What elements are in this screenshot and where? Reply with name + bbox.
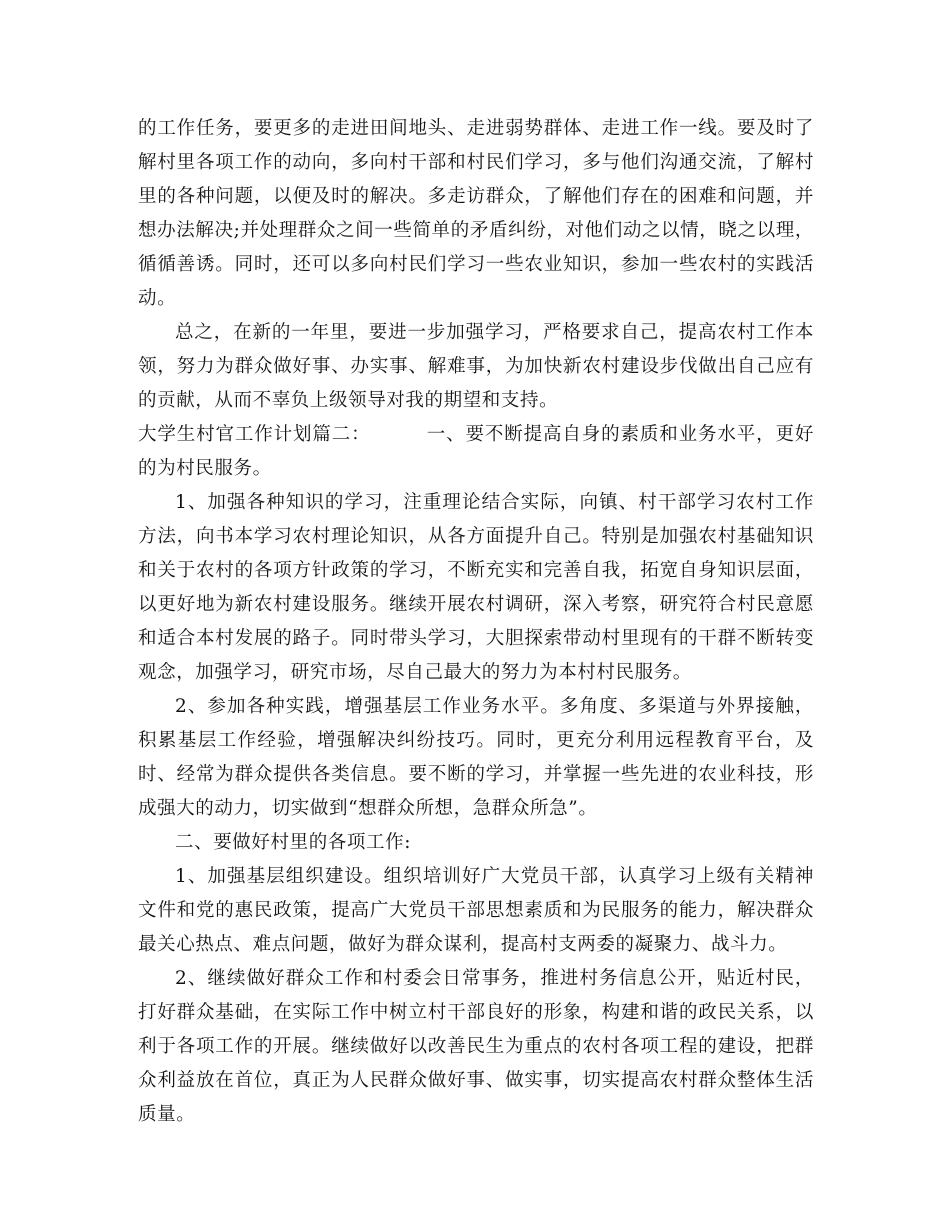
paragraph-summary: 总之，在新的一年里，要进一步加强学习，严格要求自己，提高农村工作本领，努力为群众做好事、办实事、解难事，为加快新农村建设步伐做出自己应有的贡献，从而不辜负上级领导对我的期望和支持。: [138, 322, 814, 411]
paragraph-section-heading: [138, 418, 814, 486]
section-title: 大学生村官工作计划篇二：: [138, 424, 371, 445]
paragraph-point-two: 二、要做好村里的各项工作:: [175, 832, 412, 853]
paragraph-practice: 2、参加各种实践，增强基层工作业务水平。多角度、多渠道与外界接触，积累基层工作经验，增强解决纠纷技巧。同时，更充分利用远程教育平台，及时、经常为群众提供各类信息。要不断的学习，并掌握一些先进的农业科技，形成强大的动力，切实做到“想群众所想，急群众所急”。: [138, 696, 814, 819]
paragraph-continuation: 的工作任务，要更多的走进田间地头、走进弱势群体、走进工作一线。要及时了解村里各项工作的动向，多向村干部和村民们学习，多与他们沟通交流，了解村里的各种问题，以便及时的解决。多走访群众，了解他们存在的困难和问题，并想办法解决;并处理群众之间一些简单的矛盾纠纷，对他们动之以情，晓之以理，循循善诱。同时，还可以多向村民们学习一些农业知识，参加一些农村的实践活动。: [138, 118, 814, 309]
paragraph-study: 1、加强各种知识的学习，注重理论结合实际，向镇、村干部学习农村工作方法，向书本学习农村理论知识，从各方面提升自己。特别是加强农村基础知识和关于农村的各项方针政策的学习，不断充实和完善自我，拓宽自身知识层面，以更好地为新农村建设服务。继续开展农村调研，深入考察，研究符合村民意愿和适合本村发展的路子。同时带头学习，大胆探索带动村里现有的干群不断转变观念，加强学习，研究市场，尽自己最大的努力为本村村民服务。: [138, 492, 814, 683]
section-point-one: 一、要不断提高自身的素质和业务水平，更好的为村民服务。: [138, 424, 814, 479]
document-body: [138, 112, 814, 1132]
paragraph-village-affairs: 2、继续做好群众工作和村委会日常事务，推进村务信息公开，贴近村民，打好群众基础，在实际工作中树立村干部良好的形象，构建和谐的政民关系，以利于各项工作的开展。继续做好以改善民生为重点的农村各项工程的建设，把群众利益放在首位，真正为人民群众做好事、做实事，切实提高农村群众整体生活质量。: [138, 968, 814, 1125]
paragraph-organization: 1、加强基层组织建设。组织培训好广大党员干部，认真学习上级有关精神文件和党的惠民政策，提高广大党员干部思想素质和为民服务的能力，解决群众最关心热点、难点问题，做好为群众谋利，提高村支两委的凝聚力、战斗力。: [138, 866, 814, 955]
